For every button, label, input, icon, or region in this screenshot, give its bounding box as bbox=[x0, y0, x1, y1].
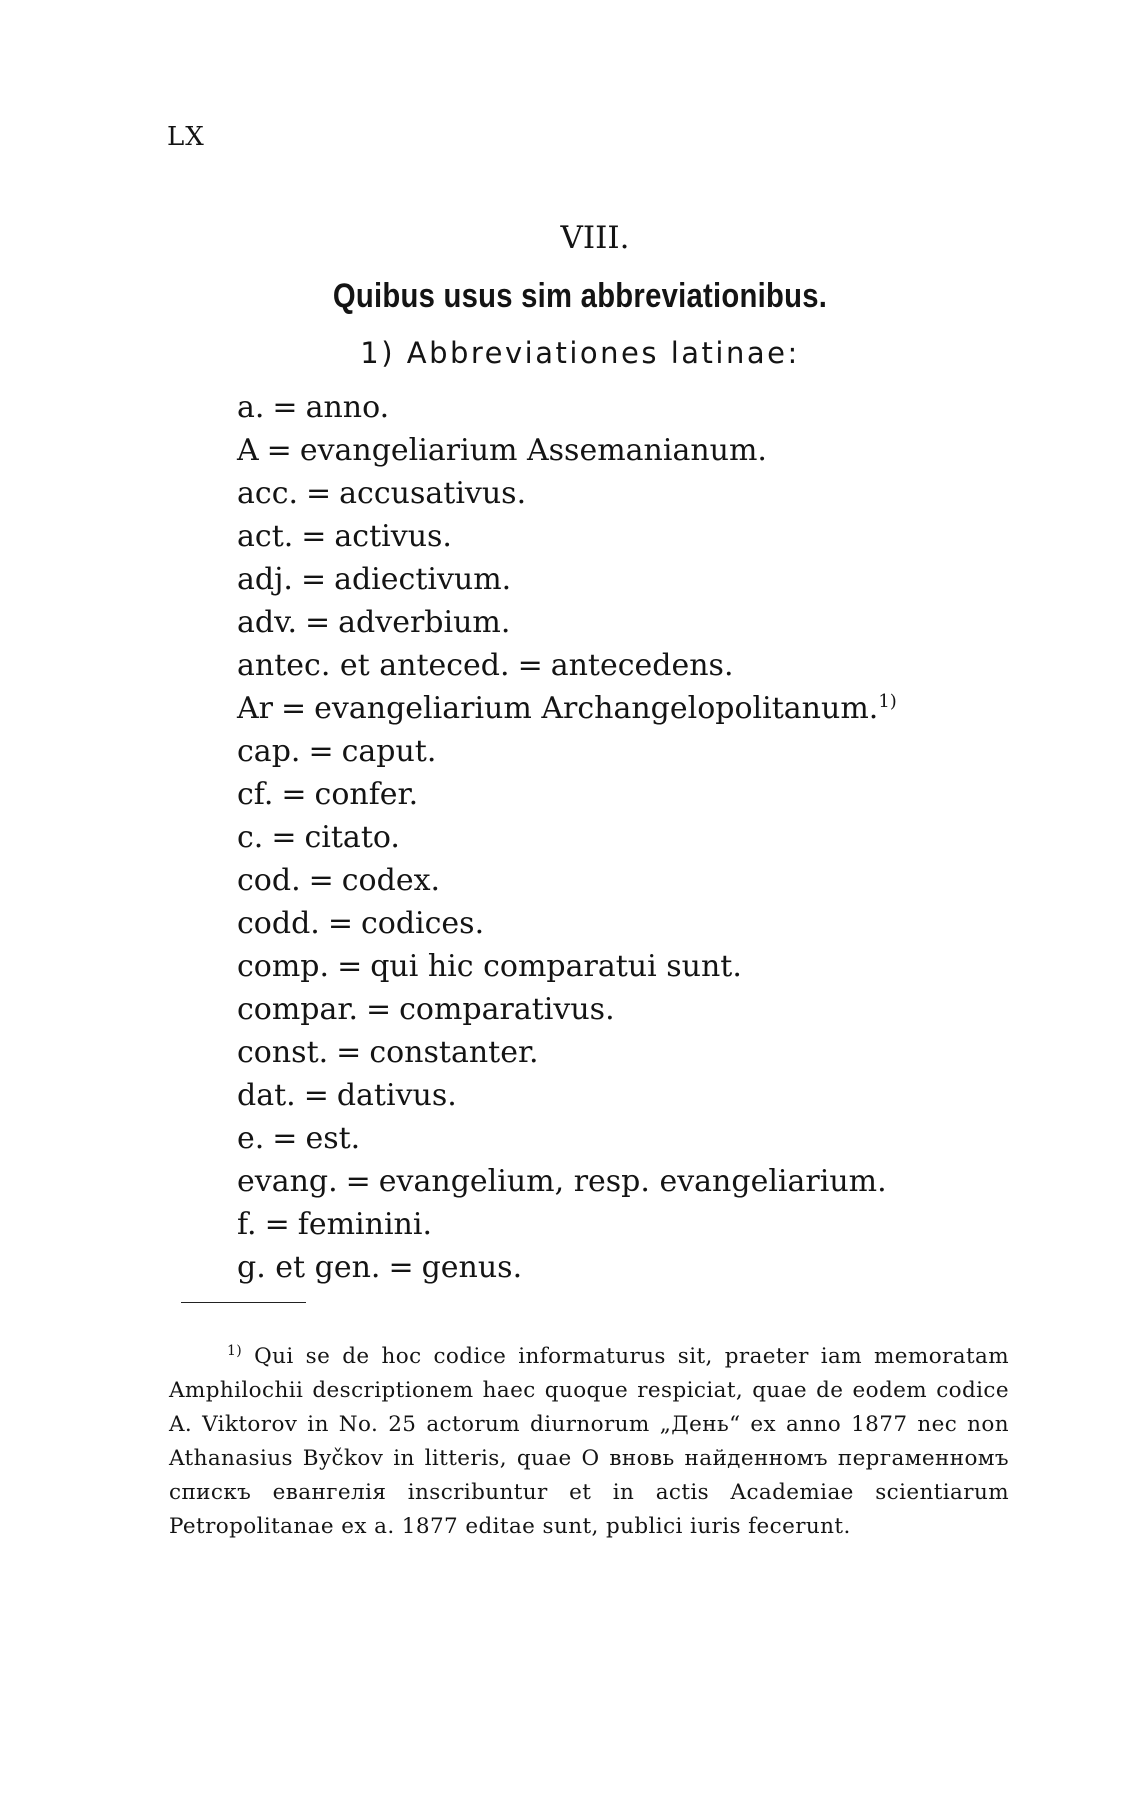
meaning: constanter. bbox=[369, 1035, 539, 1070]
abbreviation: c. bbox=[237, 820, 264, 855]
list-item: cod. = codex. bbox=[237, 863, 441, 898]
abbreviation: adv. bbox=[237, 605, 298, 640]
abbreviation: a. bbox=[237, 390, 265, 425]
list-item: a. = anno. bbox=[237, 390, 390, 425]
abbreviation: const. bbox=[237, 1035, 329, 1070]
list-item: act. = activus. bbox=[237, 519, 452, 554]
list-item: codd. = codices. bbox=[237, 906, 485, 941]
meaning: confer. bbox=[314, 777, 419, 812]
footnote-reference: 1) bbox=[878, 691, 897, 712]
meaning: qui hic comparatui sunt. bbox=[370, 949, 742, 984]
section-number: VIII. bbox=[560, 220, 630, 256]
abbreviation: dat. bbox=[237, 1078, 296, 1113]
list-item: cf. = confer. bbox=[237, 777, 419, 812]
meaning: accusativus. bbox=[339, 476, 527, 511]
abbreviation: A bbox=[237, 433, 259, 468]
list-item: antec. et anteced. = antecedens. bbox=[237, 648, 734, 683]
list-item: g. et gen. = genus. bbox=[237, 1250, 523, 1285]
abbreviation: cf. bbox=[237, 777, 274, 812]
meaning: dativus. bbox=[336, 1078, 457, 1113]
footnote bbox=[169, 1340, 1009, 1544]
section-title: Quibus usus sim abbreviationibus. bbox=[332, 277, 828, 315]
abbreviation: antec. et anteced. bbox=[237, 648, 510, 683]
subsection-title: 1) Abbreviationes latinae: bbox=[360, 336, 800, 370]
meaning: adverbium. bbox=[338, 605, 511, 640]
abbreviation: cap. bbox=[237, 734, 301, 769]
abbreviation: adj. bbox=[237, 562, 293, 597]
list-item: evang. = evangelium, resp. evangeliarium. bbox=[237, 1164, 887, 1199]
abbreviation: f. bbox=[237, 1207, 257, 1242]
meaning: codices. bbox=[360, 906, 485, 941]
footnote-mark: 1) bbox=[227, 1342, 243, 1359]
abbreviation: Ar bbox=[237, 691, 274, 726]
meaning: activus. bbox=[334, 519, 452, 554]
meaning: antecedens. bbox=[550, 648, 734, 683]
meaning: caput. bbox=[341, 734, 437, 769]
list-item: A = evangeliarium Assemanianum. bbox=[237, 433, 767, 468]
footnote-text: Qui se de hoc codice informaturus sit, praeter iam memoratam Amphilochii descriptionem haec quoque respiciat, quae de eodem codice A. Viktorov in No. 25 actorum diurnorum „День“ ex anno 1877 nec non Athanasius Byčkov in litteris, quae О вновь найденномъ пергаменномъ спискъ евангелія inscribuntur et in actis Academiae scientiarum Petropolitanae ex a. 1877 editae sunt, publici iuris fecerunt. bbox=[169, 1343, 1009, 1539]
meaning: codex. bbox=[341, 863, 441, 898]
abbreviation: evang. bbox=[237, 1164, 338, 1199]
list-item: adj. = adiectivum. bbox=[237, 562, 512, 597]
list-item: cap. = caput. bbox=[237, 734, 437, 769]
meaning: evangeliarium Assemanianum. bbox=[299, 433, 767, 468]
abbreviation: e. bbox=[237, 1121, 265, 1156]
meaning: genus. bbox=[421, 1250, 523, 1285]
list-item: comp. = qui hic comparatui sunt. bbox=[237, 949, 742, 984]
list-item: Ar = evangeliarium Archangelopolitanum.$^{1)}$ bbox=[237, 691, 897, 726]
list-item: compar. = comparativus. bbox=[237, 992, 615, 1027]
list-item: const. = constanter. bbox=[237, 1035, 539, 1070]
meaning: est. bbox=[305, 1121, 361, 1156]
list-item: adv. = adverbium. bbox=[237, 605, 511, 640]
meaning: evangeliarium Archangelopolitanum. bbox=[314, 691, 879, 726]
abbreviation: g. et gen. bbox=[237, 1250, 381, 1285]
abbreviation: comp. bbox=[237, 949, 330, 984]
meaning: comparativus. bbox=[399, 992, 615, 1027]
abbreviation: acc. bbox=[237, 476, 299, 511]
meaning: feminini. bbox=[297, 1207, 432, 1242]
abbreviation: cod. bbox=[237, 863, 301, 898]
meaning: anno. bbox=[305, 390, 390, 425]
list-item: f. = feminini. bbox=[237, 1207, 432, 1242]
abbreviation: compar. bbox=[237, 992, 358, 1027]
meaning: evangelium, resp. evangeliarium. bbox=[378, 1164, 887, 1199]
list-item: acc. = accusativus. bbox=[237, 476, 527, 511]
meaning: citato. bbox=[304, 820, 400, 855]
meaning: adiectivum. bbox=[334, 562, 512, 597]
list-item: e. = est. bbox=[237, 1121, 361, 1156]
footnote-divider bbox=[181, 1302, 306, 1303]
list-item: c. = citato. bbox=[237, 820, 400, 855]
abbreviation: act. bbox=[237, 519, 294, 554]
list-item: dat. = dativus. bbox=[237, 1078, 457, 1113]
abbreviation: codd. bbox=[237, 906, 320, 941]
page-number: LX bbox=[167, 122, 205, 152]
abbreviation-list bbox=[237, 386, 897, 1289]
